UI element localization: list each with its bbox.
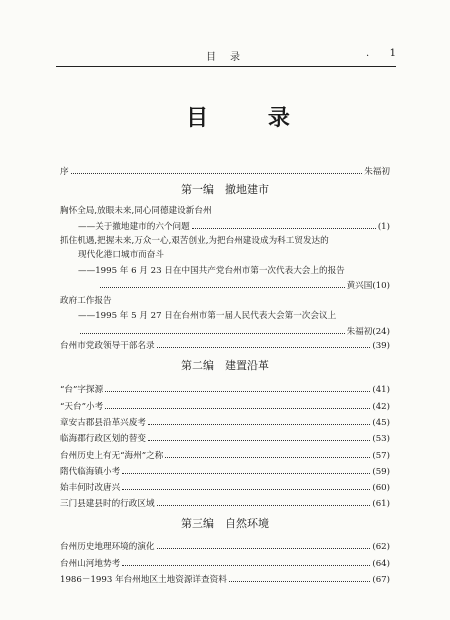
section-heading-2: 第二编 建置沿革 — [181, 359, 269, 372]
toc-entry-page: (60) — [372, 483, 390, 493]
toc-entry-page: (61) — [372, 499, 390, 509]
toc-entry-page: (62) — [372, 542, 390, 552]
leader-dots — [71, 164, 363, 174]
leader-dots — [122, 480, 370, 490]
toc-entry-subtitle-text: ——关于撤地建市的六个问题 — [78, 222, 190, 232]
running-head-dot: . — [366, 48, 370, 59]
toc-entry-title: 章安古郡县沿革兴废考 — [60, 418, 146, 428]
toc-entry-page: (59) — [372, 467, 390, 477]
toc-entry-page: (45) — [372, 418, 390, 428]
toc-entry-title: 1986－1993 年台州地区土地资源详查资料 — [60, 575, 227, 585]
toc-entry-page: (39) — [372, 341, 390, 351]
toc-entry[interactable] — [60, 415, 390, 429]
leader-dots — [105, 399, 370, 409]
section-heading-3: 第三编 自然环境 — [181, 517, 269, 530]
leader-dots — [80, 324, 345, 334]
toc-entry[interactable] — [60, 496, 390, 510]
running-head — [56, 46, 396, 67]
toc-entry-title: “台”字探源 — [60, 385, 104, 395]
toc-entry[interactable] — [60, 539, 390, 553]
leader-dots — [157, 539, 371, 549]
toc-entry-subtitle[interactable]: ——1995 年 5 月 27 日在台州市第一届人民代表大会第一次会议上 — [78, 311, 337, 321]
leader-dots — [229, 572, 371, 582]
leader-dots — [105, 382, 370, 392]
toc-entry-title: “天台”小考 — [60, 402, 104, 412]
toc-entry-title[interactable]: 胸怀全局,放眼未来,同心同德建设新台州 — [60, 206, 212, 216]
leader-dots — [165, 448, 370, 458]
toc-entry-title: 台州山河地势考 — [60, 559, 121, 569]
toc-entry-title: 始丰何时改唐兴 — [60, 483, 121, 493]
leader-dots — [148, 415, 370, 425]
toc-entry-title: 台州市党政领导干部名录 — [60, 341, 155, 351]
toc-entry-page: (67) — [372, 575, 390, 585]
toc-entry-page: (42) — [372, 402, 390, 412]
toc-entry-page: (41) — [372, 385, 390, 395]
toc-entry-title: 临海郡行政区划的替变 — [60, 434, 146, 444]
toc-entry[interactable] — [60, 338, 390, 352]
toc-entry-author: 朱福初 — [364, 167, 390, 177]
toc-entry-author-line[interactable] — [60, 324, 390, 338]
toc-entry[interactable] — [60, 431, 390, 445]
toc-entry-author-page: 朱福初(24) — [346, 327, 390, 337]
toc-entry[interactable] — [60, 399, 390, 413]
toc-entry-title: 台州历史上有无“海州”之称 — [60, 451, 164, 461]
leader-dots — [100, 278, 345, 288]
toc-title: 目 录 — [186, 106, 316, 131]
leader-dots — [122, 464, 370, 474]
toc-entry-title[interactable]: 政府工作报告 — [60, 296, 112, 306]
leader-dots — [192, 219, 376, 229]
toc-entry-title: 隋代临海镇小考 — [60, 467, 121, 477]
toc-entry-title: 三门县建县时的行政区域 — [60, 499, 155, 509]
leader-dots — [157, 338, 371, 348]
toc-entry-page: (53) — [372, 434, 390, 444]
toc-entry-page: (64) — [372, 559, 390, 569]
leader-dots — [148, 431, 370, 441]
section-heading-1: 第一编 撤地建市 — [181, 183, 269, 196]
leader-dots — [157, 496, 371, 506]
toc-entry[interactable] — [60, 480, 390, 494]
toc-entry-page: (57) — [372, 451, 390, 461]
toc-entry[interactable] — [60, 448, 390, 462]
toc-entry-subtitle[interactable] — [78, 219, 390, 233]
running-head-title: 目录 — [206, 52, 254, 63]
toc-entry[interactable] — [60, 382, 390, 396]
toc-entry[interactable] — [60, 464, 390, 478]
toc-entry[interactable] — [60, 572, 390, 586]
toc-entry-preface[interactable] — [60, 164, 390, 178]
toc-entry-subtitle[interactable]: ——1995 年 6 月 23 日在中国共产党台州市第一次代表大会上的报告 — [78, 266, 345, 276]
toc-entry-title: 序 — [60, 167, 69, 177]
page-number: 1 — [389, 48, 396, 59]
toc-entry-title[interactable]: 抓住机遇,把握未来,万众一心,艰苦创业,为把台州建设成为科工贸发达的 — [60, 236, 329, 246]
toc-entry-page: (1) — [377, 222, 390, 232]
toc-entry-title: 台州历史地理环境的演化 — [60, 542, 155, 552]
toc-entry-title-cont[interactable]: 现代化港口城市而奋斗 — [78, 250, 164, 260]
toc-entry[interactable] — [60, 556, 390, 570]
toc-entry-author-line[interactable] — [60, 278, 390, 292]
toc-entry-author-page: 黄兴国(10) — [346, 281, 390, 291]
leader-dots — [122, 556, 370, 566]
